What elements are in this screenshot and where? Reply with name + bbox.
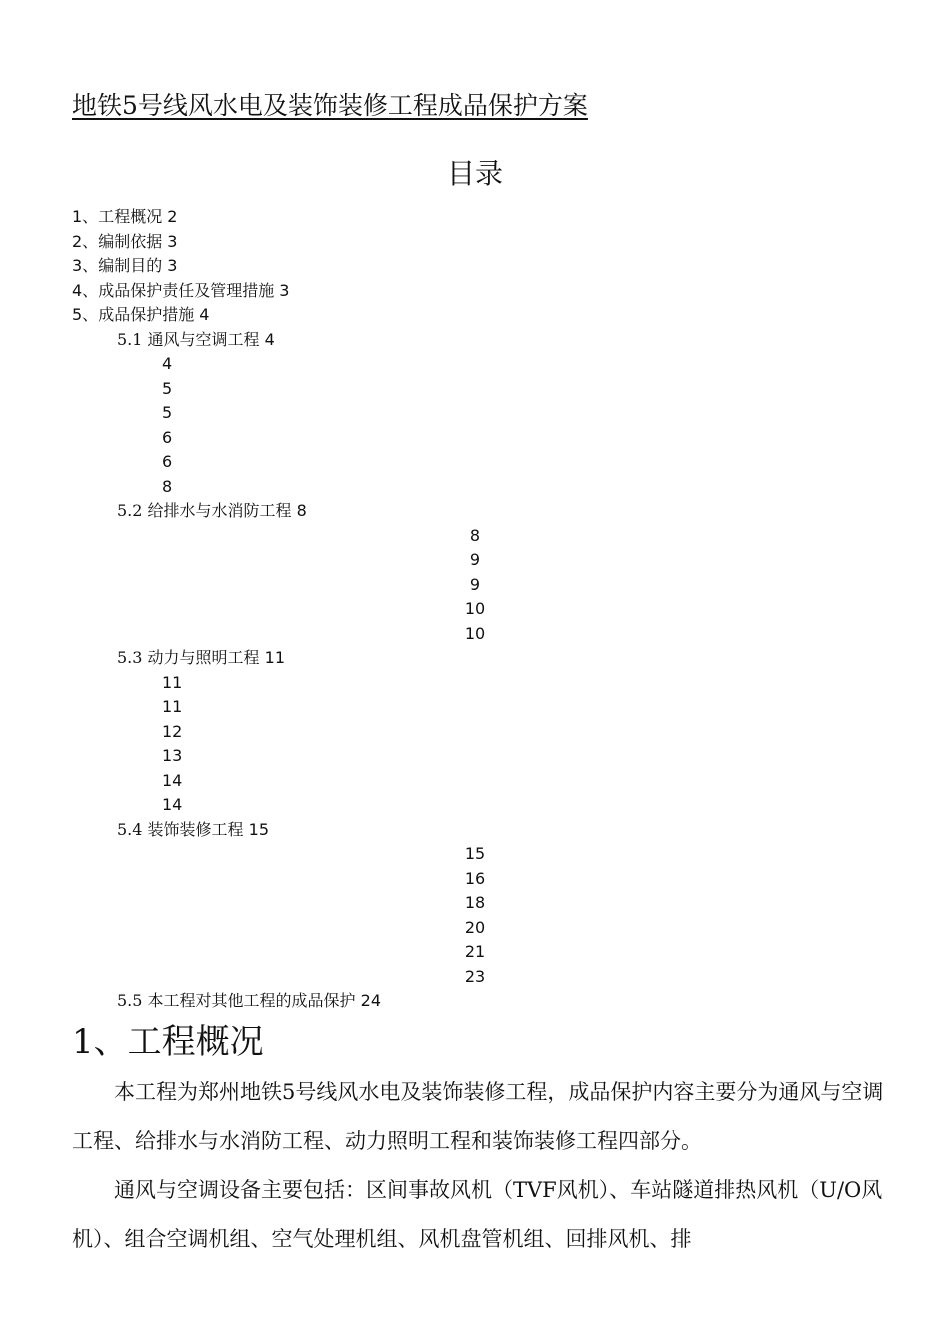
toc-entry[interactable] xyxy=(0,622,950,647)
toc-entry[interactable] xyxy=(0,867,950,892)
toc-entry[interactable] xyxy=(0,891,950,916)
section-heading: 1、工程概况 xyxy=(72,1022,264,1062)
toc-entry[interactable] xyxy=(0,720,950,745)
document-title: 地铁5号线风水电及装饰装修工程成品保护方案 xyxy=(72,91,588,120)
toc-entry-number: 5.2 xyxy=(117,501,143,520)
toc-page-number: 9 xyxy=(469,574,481,594)
toc-heading: 目录 xyxy=(446,157,503,190)
toc-entry[interactable] xyxy=(0,205,950,230)
toc-entry-number: 5.5 xyxy=(117,991,143,1010)
toc-entry-label: 编制依据 xyxy=(98,231,163,251)
toc-entry-label: 工程概况 xyxy=(98,207,163,226)
toc-entry[interactable] xyxy=(0,450,950,475)
toc-page-number: 9 xyxy=(469,550,481,569)
toc-entry-label: 通风与空调工程 xyxy=(147,329,260,349)
toc-entry[interactable] xyxy=(0,230,950,255)
toc-page-number: 3 xyxy=(167,256,178,275)
toc-page-number: 6 xyxy=(162,452,173,471)
toc-entry[interactable] xyxy=(0,965,950,990)
toc-page-number: 10 xyxy=(464,623,486,643)
body-paragraph: 通风与空调设备主要包括：区间事故风机（TVF风机）、车站隧道排热风机（U/O风机）、组合空调机组、空气处理机组、风机盘管机组、回排风机、排 xyxy=(72,1178,883,1251)
toc-entry[interactable] xyxy=(0,573,950,598)
toc-page-number: 5 xyxy=(162,403,173,422)
toc-entry-number: 5.4 xyxy=(117,819,143,839)
toc-page-number: 5 xyxy=(162,378,173,398)
toc-page-number: 4 xyxy=(162,354,173,373)
toc-entry[interactable] xyxy=(0,793,950,818)
toc-page-number: 13 xyxy=(162,746,183,765)
toc-page-number: 16 xyxy=(464,868,486,888)
toc-page-number: 4 xyxy=(199,305,210,324)
toc-entry[interactable] xyxy=(0,401,950,426)
toc-entry[interactable] xyxy=(0,524,950,549)
toc-entry[interactable] xyxy=(0,499,950,524)
toc-page-number: 3 xyxy=(167,231,178,251)
toc-entry[interactable] xyxy=(0,671,950,696)
toc-entry[interactable] xyxy=(0,597,950,622)
toc-page-number: 14 xyxy=(162,795,183,814)
toc-entry[interactable] xyxy=(0,377,950,402)
toc-entry-label: 给排水与水消防工程 xyxy=(147,501,292,520)
toc-entry-number: 5.1 xyxy=(117,329,143,349)
toc-page-number: 8 xyxy=(162,476,173,496)
toc-page-number: 12 xyxy=(162,721,183,741)
body-paragraph: 本工程为郑州地铁5号线风水电及装饰装修工程，成品保护内容主要分为通风与空调工程、给排水与水消防工程、动力照明工程和装饰装修工程四部分。 xyxy=(72,1080,884,1153)
toc-entry-label: 本工程对其他工程的成品保护 xyxy=(147,991,356,1010)
toc-page-number: 11 xyxy=(264,648,286,667)
toc-entry[interactable] xyxy=(0,842,950,867)
toc-entry[interactable] xyxy=(0,818,950,843)
toc-page-number: 15 xyxy=(248,819,270,839)
toc-entry-number: 5、 xyxy=(72,305,99,324)
toc-entry-number: 5.3 xyxy=(117,648,143,667)
toc-entry-label: 成品保护责任及管理措施 xyxy=(98,280,275,300)
toc-page-number: 18 xyxy=(464,893,486,912)
toc-entry-label: 动力与照明工程 xyxy=(147,648,260,667)
toc-page-number: 20 xyxy=(464,917,486,937)
table-of-contents xyxy=(0,205,950,1014)
toc-entry[interactable] xyxy=(0,475,950,500)
toc-page-number: 8 xyxy=(296,501,307,520)
toc-page-number: 4 xyxy=(264,329,275,349)
toc-page-number: 10 xyxy=(464,599,486,618)
toc-entry[interactable] xyxy=(0,303,950,328)
toc-page-number: 14 xyxy=(162,770,183,790)
toc-entry[interactable] xyxy=(0,328,950,353)
toc-entry[interactable] xyxy=(0,769,950,794)
toc-entry[interactable] xyxy=(0,916,950,941)
toc-entry-number: 1、 xyxy=(72,207,99,226)
toc-page-number: 2 xyxy=(167,207,178,226)
toc-page-number: 21 xyxy=(464,942,486,961)
toc-page-number: 15 xyxy=(464,844,486,863)
toc-entry[interactable] xyxy=(0,646,950,671)
toc-entry[interactable] xyxy=(0,279,950,304)
toc-entry[interactable] xyxy=(0,940,950,965)
toc-entry-label: 编制目的 xyxy=(98,256,163,275)
toc-entry[interactable] xyxy=(0,426,950,451)
toc-page-number: 3 xyxy=(279,280,290,300)
toc-page-number: 11 xyxy=(162,697,183,716)
toc-page-number: 23 xyxy=(464,966,486,986)
toc-entry-label: 装饰装修工程 xyxy=(147,819,244,839)
toc-entry[interactable] xyxy=(0,695,950,720)
toc-entry-label: 成品保护措施 xyxy=(98,305,195,324)
toc-page-number: 6 xyxy=(162,427,173,447)
toc-entry[interactable] xyxy=(0,989,950,1014)
toc-entry[interactable] xyxy=(0,254,950,279)
toc-entry-number: 3、 xyxy=(72,256,99,275)
toc-entry[interactable] xyxy=(0,352,950,377)
toc-page-number: 8 xyxy=(469,525,481,545)
toc-entry-number: 2、 xyxy=(72,231,99,251)
toc-page-number: 11 xyxy=(162,672,183,692)
toc-page-number: 24 xyxy=(360,991,382,1010)
toc-entry[interactable] xyxy=(0,744,950,769)
toc-entry[interactable] xyxy=(0,548,950,573)
toc-entry-number: 4、 xyxy=(72,280,99,300)
